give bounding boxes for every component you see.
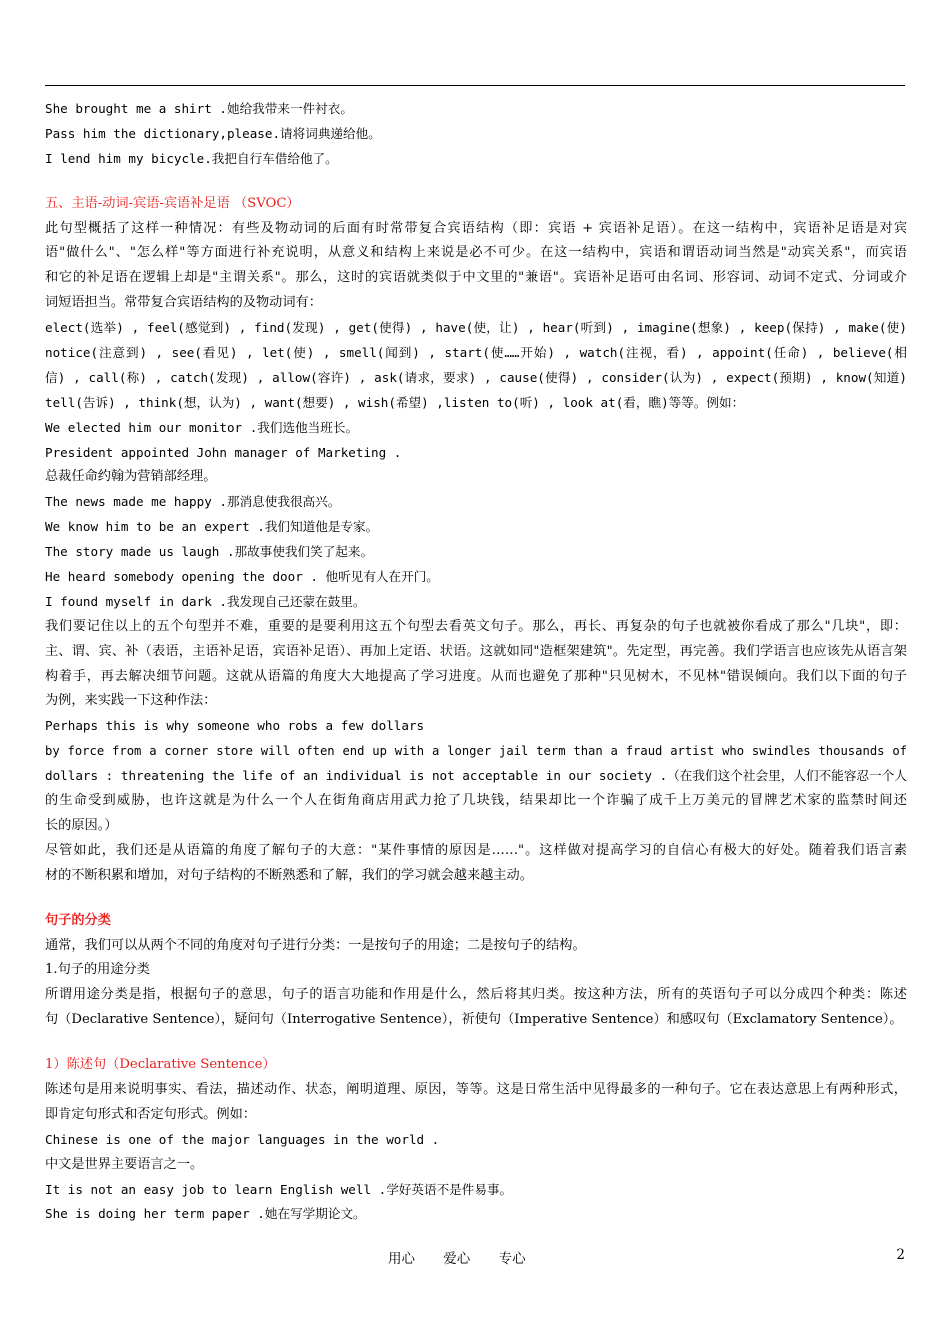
text-line: 中文是世界主要语言之一。 bbox=[45, 1156, 204, 1172]
text-line: 即肯定句形式和否定句形式。例如： bbox=[45, 1106, 256, 1122]
section-heading: 五、主语-动词-宾语-宾语补足语 （SVOC） bbox=[45, 195, 300, 211]
footer-motto: 用心 爱心 专心 bbox=[388, 1251, 526, 1267]
text-line: Pass him the dictionary,please.请将词典递给他。 bbox=[45, 125, 381, 141]
text-line: 1.句子的用途分类 bbox=[45, 962, 150, 978]
text-line: I found myself in dark .我发现自己还蒙在鼓里。 bbox=[45, 593, 366, 609]
text-line: 语"做什么"、"怎么样"等方面进行补充说明，从意义和结构上来说是必不可少。在这一结构中，宾语和谓语动词当然是"动宾关系"，而宾语 bbox=[45, 245, 907, 261]
section-heading: 1）陈述句（Declarative Sentence） bbox=[45, 1057, 276, 1073]
text-line: Perhaps this is why someone who robs a few dollars bbox=[45, 718, 425, 734]
text-line: 总裁任命约翰为营销部经理。 bbox=[45, 469, 217, 485]
text-line: He heard somebody opening the door . 他听见有人在开门。 bbox=[45, 569, 439, 585]
text-line: 构着手，再去解决细节问题。这就从语篇的角度大大地提高了学习进度。从而也避免了那种"只见树木，不见林"错误倾向。我们以下面的句子 bbox=[45, 668, 907, 684]
text-line: tell(告诉) , think(想，认为) , want(想要) , wish(希望) ,listen to(听) , look at(看，瞧)等等。例如： bbox=[45, 394, 745, 410]
paragraph-gap bbox=[45, 172, 907, 192]
text-line: elect(选举) , feel(感觉到) , find(发现) , get(使得) , have(使，让) , hear(听到) , imagine(想象) , keep(保持) , make(使) bbox=[45, 320, 907, 336]
text-line: We elected him our monitor .我们选他当班长。 bbox=[45, 419, 359, 435]
text-line: 我们要记住以上的五个句型并不难，重要的是要利用这五个句型去看英文句子。那么，再长、再复杂的句子也就被你看成了那么"几块"，即： bbox=[45, 618, 907, 634]
text-line: It is not an easy job to learn English well .学好英语不是件易事。 bbox=[45, 1181, 513, 1197]
document-body bbox=[45, 97, 907, 1227]
text-line: 此句型概括了这样一种情况：有些及物动词的后面有时常带复合宾语结构（即：宾语 + 宾语补足语）。在这一结构中，宾语补足语是对宾 bbox=[45, 220, 907, 236]
text-line: notice(注意到) , see(看见) , let(使) , smell(闻到) , start(使……开始) , watch(注视，看) , appoint(任命) , believe(相 bbox=[45, 345, 907, 361]
text-line: 为例，来实践一下这种作法： bbox=[45, 693, 217, 709]
text-line: 材的不断积累和增加，对句子结构的不断熟悉和了解，我们的学习就会越来越主动。 bbox=[45, 867, 533, 883]
text-line: 尽管如此，我们还是从语篇的角度了解句子的大意："某件事情的原因是……"。这样做对提高学习的自信心有极大的好处。随着我们语言素 bbox=[45, 842, 907, 858]
text-line: 句（Declarative Sentence），疑问句（Interrogative Sentence），祈使句（Imperative Sentence）和感叹句（Exclamatory Sentence）。 bbox=[45, 1012, 903, 1028]
text-line: The story made us laugh .那故事使我们笑了起来。 bbox=[45, 544, 374, 560]
text-line: 长的原因。） bbox=[45, 817, 118, 833]
text-line: 信) , call(称) , catch(发现) , allow(容许) , ask(请求，要求) , cause(使得) , consider(认为) , expect(预期) , know(知道) bbox=[45, 369, 907, 385]
text-line: The news made me happy .那消息使我很高兴。 bbox=[45, 494, 341, 510]
text-line: by force from a corner store will often end up with a longer jail term than a fraud artist who swindles thousands of bbox=[45, 744, 907, 759]
text-line: 通常，我们可以从两个不同的角度对句子进行分类：一是按句子的用途；二是按句子的结构。 bbox=[45, 937, 586, 953]
text-line: 所谓用途分类是指，根据句子的意思，句子的语言功能和作用是什么，然后将其归类。按这种方法，所有的英语句子可以分成四个种类：陈述 bbox=[45, 987, 907, 1003]
text-line: 陈述句是用来说明事实、看法，描述动作、状态，阐明道理、原因，等等。这是日常生活中见得最多的一种句子。它在表达意思上有两种形式， bbox=[45, 1081, 907, 1097]
text-line: Chinese is one of the major languages in the world . bbox=[45, 1131, 440, 1147]
page-number: 2 bbox=[896, 1247, 905, 1263]
text-line: 主、谓、宾、补（表语，主语补足语，宾语补足语）、再加上定语、状语。这就如同"造框架建筑"。先定型，再完善。我们学语言也应该先从语言架 bbox=[45, 643, 907, 659]
text-line: President appointed John manager of Marketing . bbox=[45, 444, 402, 460]
text-line: She is doing her term paper .她在写学期论文。 bbox=[45, 1206, 366, 1222]
section-heading: 句子的分类 bbox=[45, 912, 111, 928]
text-line: 的生命受到威胁，也许这就是为什么一个人在街角商店用武力抢了几块钱，结果却比一个诈骗了成千上万美元的冒牌艺术家的监禁时间还 bbox=[45, 793, 907, 809]
page-footer bbox=[0, 1247, 950, 1269]
text-line: We know him to be an expert .我们知道他是专家。 bbox=[45, 519, 379, 535]
text-line: I lend him my bicycle.我把自行车借给他了。 bbox=[45, 150, 338, 166]
paragraph-gap bbox=[45, 1033, 907, 1053]
text-line: 和它的补足语在逻辑上却是"主谓关系"。那么，这时的宾语就类似于中文里的"兼语"。宾语补足语可由名词、形容词、动词不定式、分词或介 bbox=[45, 270, 907, 286]
header-rule bbox=[45, 85, 905, 86]
text-line: 词短语担当。常带复合宾语结构的及物动词有： bbox=[45, 295, 322, 311]
paragraph-gap bbox=[45, 889, 907, 909]
text-line: She brought me a shirt .她给我带来一件衬衣。 bbox=[45, 101, 353, 116]
text-line: dollars : threatening the life of an individual is not acceptable in our society .（在我们这个社会里，人们不能容忍一个人 bbox=[45, 768, 907, 784]
